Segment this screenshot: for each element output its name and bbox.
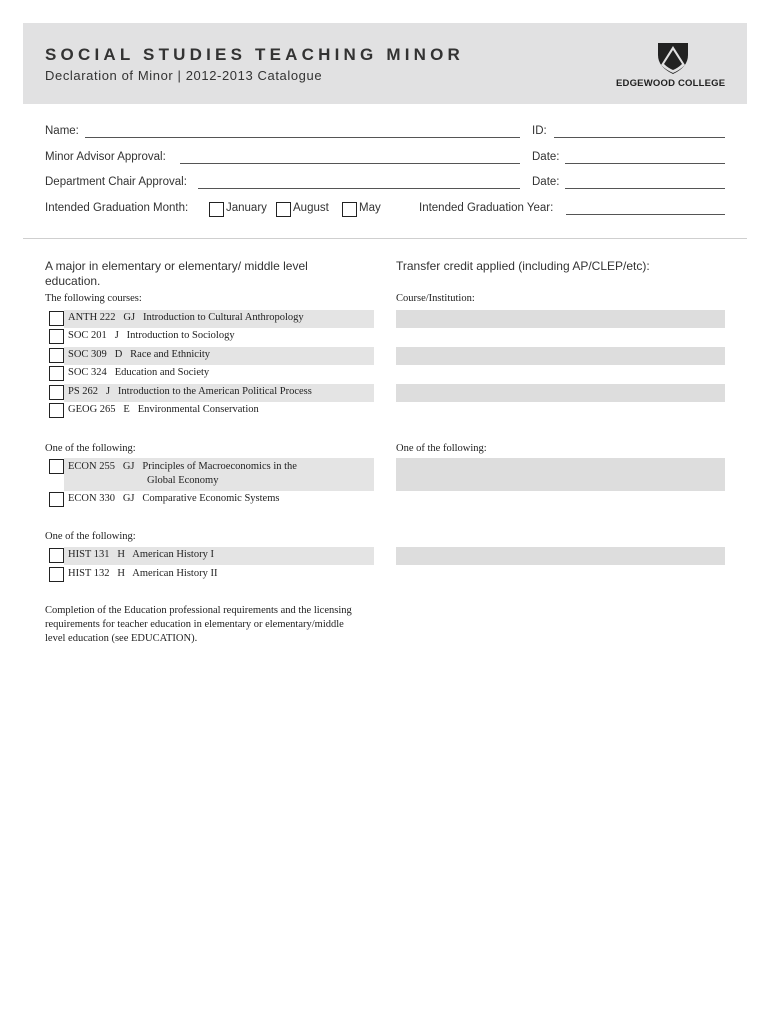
course-title: American History I <box>132 549 214 560</box>
course-title: Introduction to the American Political Process <box>117 386 312 397</box>
course-checkbox-soc324[interactable] <box>49 366 64 381</box>
chair-date-label: Date: <box>532 176 560 188</box>
course-checkbox-econ330[interactable] <box>49 492 64 507</box>
course-checkbox-ps262[interactable] <box>49 385 64 400</box>
advisor-date-label: Date: <box>532 151 560 163</box>
shield-logo-icon <box>656 41 690 75</box>
advisor-date-field[interactable] <box>565 163 725 164</box>
course-checkbox-hist131[interactable] <box>49 548 64 563</box>
course-checkbox-soc201[interactable] <box>49 329 64 344</box>
completion-note-line-2: requirements for teacher education in elementary or elementary/middle <box>45 619 344 630</box>
logo-text: EDGEWOOD COLLEGE <box>616 78 726 89</box>
graduation-year-field[interactable] <box>566 214 725 215</box>
course-row-hist132 <box>68 568 217 579</box>
course-row-hist131 <box>68 549 214 560</box>
transfer-credit-field[interactable] <box>396 458 725 491</box>
course-row-anth222 <box>68 312 304 323</box>
course-title: Comparative Economic Systems <box>142 493 280 504</box>
august-checkbox[interactable] <box>276 202 291 217</box>
course-code: SOC 201 <box>68 330 107 341</box>
course-title: Race and Ethnicity <box>130 349 211 360</box>
course-tag: E <box>123 404 130 415</box>
course-row-soc324 <box>68 367 209 378</box>
advisor-approval-label: Minor Advisor Approval: <box>45 151 166 163</box>
course-checkbox-anth222[interactable] <box>49 311 64 326</box>
one-of-following-transfer-label: One of the following: <box>396 443 487 454</box>
course-code: HIST 131 <box>68 549 110 560</box>
course-code: SOC 309 <box>68 349 107 360</box>
course-code: HIST 132 <box>68 568 110 579</box>
course-row-ps262 <box>68 386 312 397</box>
chair-approval-field[interactable] <box>198 188 520 189</box>
form-title: SOCIAL STUDIES TEACHING MINOR <box>45 45 465 64</box>
advisor-approval-field[interactable] <box>180 163 520 164</box>
course-tag: J <box>114 330 119 341</box>
course-code: ECON 255 <box>68 461 115 472</box>
course-checkbox-soc309[interactable] <box>49 348 64 363</box>
may-checkbox[interactable] <box>342 202 357 217</box>
transfer-credit-field[interactable] <box>396 347 725 365</box>
course-code: PS 262 <box>68 386 99 397</box>
course-tag: GJ <box>123 312 136 323</box>
following-courses-label: The following courses: <box>45 293 142 304</box>
completion-note-line-1: Completion of the Education professional requirements and the licensing <box>45 605 352 616</box>
course-code: ECON 330 <box>68 493 115 504</box>
january-checkbox[interactable] <box>209 202 224 217</box>
transfer-credit-field[interactable] <box>396 547 725 565</box>
one-of-following-hist-label: One of the following: <box>45 531 136 542</box>
course-tag: H <box>117 568 125 579</box>
section-divider <box>23 238 747 239</box>
course-tag: GJ <box>122 461 135 472</box>
course-row-soc309 <box>68 349 210 360</box>
course-code: ANTH 222 <box>68 312 116 323</box>
course-row-soc201 <box>68 330 235 341</box>
course-title: Principles of Macroeconomics in the <box>142 461 297 472</box>
transfer-credit-heading: Transfer credit applied (including AP/CLEP/etc): <box>396 259 650 273</box>
course-row-econ330 <box>68 493 279 504</box>
january-label: January <box>226 202 267 214</box>
course-title-continuation: Global Economy <box>147 475 219 486</box>
course-row-econ255 <box>68 461 297 472</box>
course-checkbox-geog265[interactable] <box>49 403 64 418</box>
course-row-geog265 <box>68 404 259 415</box>
course-title: Education and Society <box>114 367 210 378</box>
major-requirement-heading: A major in elementary or elementary/ middle level education. <box>45 259 308 288</box>
course-tag: J <box>105 386 111 397</box>
chair-approval-label: Department Chair Approval: <box>45 176 187 188</box>
course-checkbox-hist132[interactable] <box>49 567 64 582</box>
graduation-year-label: Intended Graduation Year: <box>419 202 554 214</box>
course-title: Introduction to Sociology <box>126 330 235 341</box>
course-tag: GJ <box>122 493 135 504</box>
header-band <box>23 23 747 104</box>
chair-date-field[interactable] <box>565 188 725 189</box>
transfer-credit-field[interactable] <box>396 310 725 328</box>
id-field[interactable] <box>554 137 725 138</box>
transfer-credit-field[interactable] <box>396 384 725 402</box>
one-of-following-econ-label: One of the following: <box>45 443 136 454</box>
name-label: Name: <box>45 125 79 137</box>
course-tag: H <box>117 549 125 560</box>
course-institution-label: Course/Institution: <box>396 293 475 304</box>
completion-note-line-3: level education (see EDUCATION). <box>45 633 198 644</box>
course-tag: D <box>114 349 123 360</box>
may-label: May <box>359 202 381 214</box>
course-title: American History II <box>132 568 218 579</box>
course-code: SOC 324 <box>68 367 107 378</box>
id-label: ID: <box>532 125 547 137</box>
graduation-month-label: Intended Graduation Month: <box>45 202 189 214</box>
august-label: August <box>293 202 329 214</box>
course-checkbox-econ255[interactable] <box>49 459 64 474</box>
course-code: GEOG 265 <box>68 404 116 415</box>
name-field[interactable] <box>85 137 520 138</box>
course-title: Introduction to Cultural Anthropology <box>142 312 304 323</box>
course-title: Environmental Conservation <box>137 404 259 415</box>
form-subtitle: Declaration of Minor | 2012-2013 Catalogue <box>45 68 323 83</box>
